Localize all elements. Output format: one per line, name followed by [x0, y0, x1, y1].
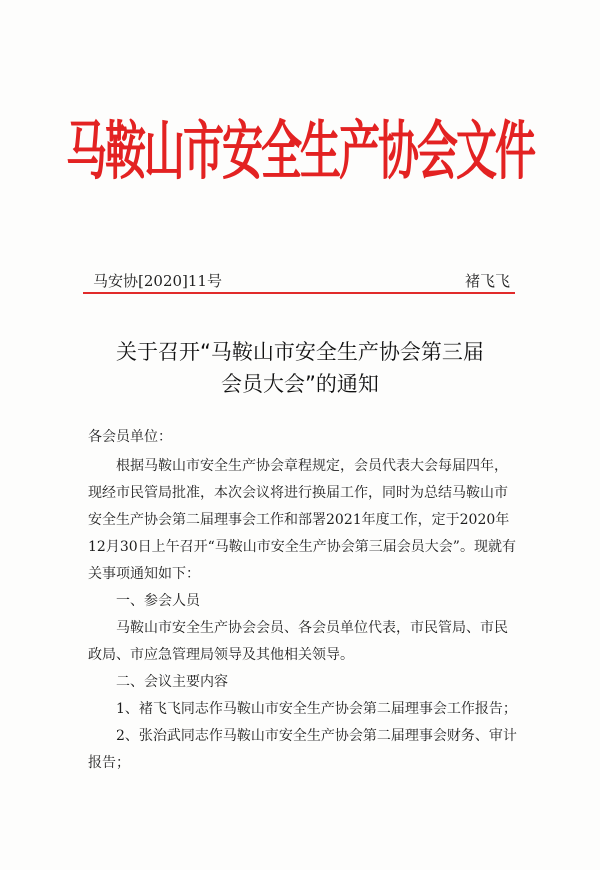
notice-body [88, 424, 520, 777]
red-divider-line [83, 292, 515, 294]
notice-title [60, 336, 540, 400]
document-masthead: 马鞍山市安全生产协会文件 [66, 113, 534, 188]
notice-title-line-2: 会员大会”的通知 [221, 372, 379, 396]
section-heading-agenda: 二、会议主要内容 [116, 674, 228, 690]
paragraph-intro: 根据马鞍山市安全生产协会章程规定，会员代表大会每届四年，现经市民管局批准，本次会议将进行换届工作，同时为总结马鞍山市安全生产协会第二届理事会工作和部署2021年度工作，定于2020年12月30日上午召开“马鞍山市安全生产协会第三届会员大会”。现就有关事项通知如下： [88, 458, 516, 582]
notice-title-line-1: 关于召开“马鞍山市安全生产协会第三届 [116, 340, 484, 364]
agenda-item-1: 1、褚飞飞同志作马鞍山市安全生产协会第二届理事会工作报告； [116, 701, 517, 717]
paragraph-participants: 马鞍山市安全生产协会会员、各会员单位代表，市民管局、市民政局、市应急管理局领导及其他相关领导。 [88, 620, 508, 663]
signer-name: 褚飞飞 [464, 272, 510, 290]
document-number: 马安协[2020]11号 [93, 272, 222, 290]
section-heading-participants: 一、参会人员 [116, 593, 200, 609]
salutation: 各会员单位： [88, 429, 172, 445]
agenda-item-2: 2、张治武同志作马鞍山市安全生产协会第二届理事会财务、审计报告； [88, 728, 517, 771]
